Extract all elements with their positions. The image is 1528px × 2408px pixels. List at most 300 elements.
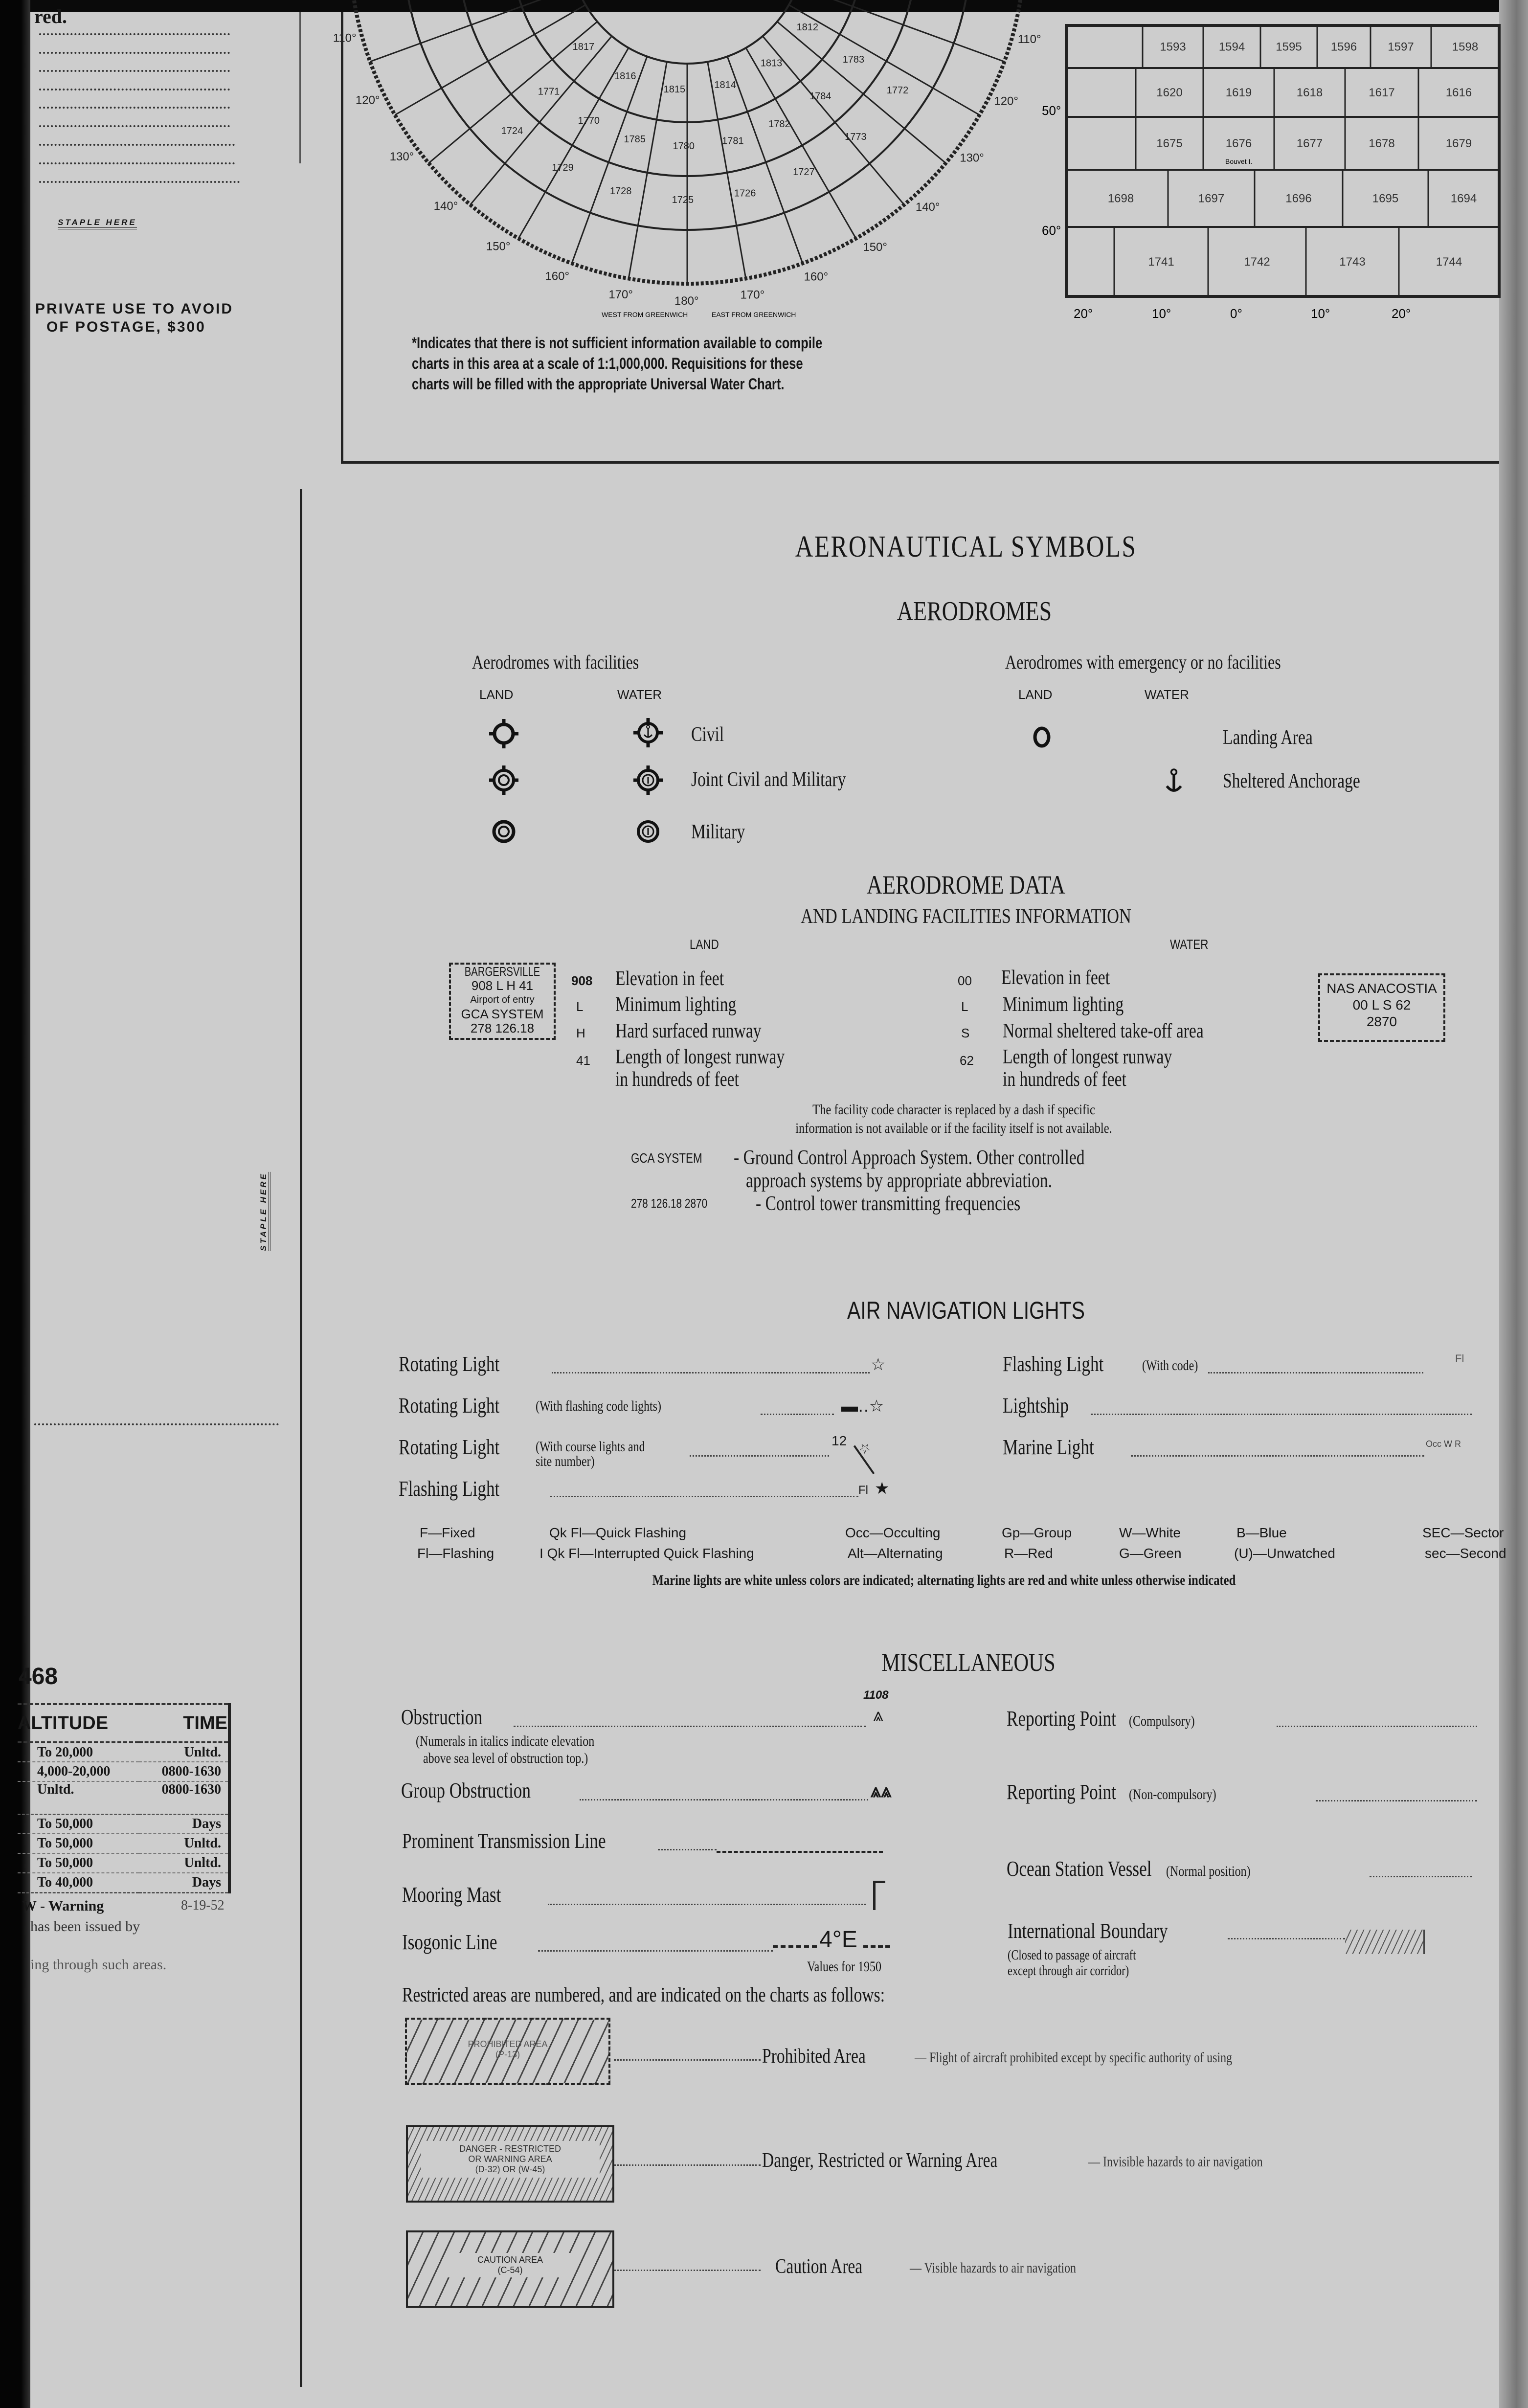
water-code: L (961, 999, 968, 1014)
cell-time: Unltd. (184, 1836, 221, 1851)
label: Prominent Transmission Line (402, 1829, 606, 1853)
map-degree-label: 140° (915, 200, 940, 214)
table-row (18, 1814, 229, 1834)
freq-desc (756, 1192, 1087, 1215)
light-flashing-code (1003, 1351, 1129, 1376)
civil-water-icon (633, 718, 663, 747)
cell-altitude: 4,000-20,000 (37, 1764, 111, 1779)
grid-cell-label: 1743 (1339, 255, 1366, 269)
grid-cell-label: 1596 (1330, 40, 1357, 54)
form-line (39, 89, 230, 90)
table-row (18, 1834, 229, 1853)
lon-label: 10° (1311, 306, 1330, 321)
box-inner (447, 2253, 573, 2277)
label: LAND (690, 937, 719, 952)
aerodrome-data-subheading: AND LANDING FACILITIES INFORMATION (801, 905, 1131, 928)
cell-time: 0800-1630 (161, 1782, 221, 1797)
col-land: LAND (1018, 687, 1053, 702)
lat-label: 50° (1042, 103, 1061, 118)
map-cell-label: 1728 (609, 186, 632, 197)
label: Hard surfaced runway (615, 1020, 762, 1042)
form-line (39, 52, 230, 54)
box-line: CAUTION AREA (477, 2255, 543, 2265)
mooring-label (402, 1882, 526, 1907)
isogonic-dash (773, 1945, 817, 1948)
label: Flashing Light (1003, 1352, 1104, 1376)
leader-dots (580, 1799, 868, 1800)
staple-here-vertical: STAPLE HERE (259, 1172, 270, 1251)
prohibited-area-desc (915, 2049, 1311, 2066)
map-meridian (746, 48, 856, 239)
leader-dots (1208, 1372, 1423, 1373)
map-cell-label: 1813 (760, 58, 783, 69)
leader-dots (550, 1496, 858, 1497)
land-code: L (576, 999, 584, 1014)
abbrev: (U)—Unwatched (1234, 1546, 1335, 1561)
map-panel-bottom (341, 461, 1499, 464)
grid-cell-label: 1697 (1198, 192, 1225, 205)
box-line: DANGER - RESTRICTED (459, 2144, 561, 2154)
box-line: OR WARNING AREA (468, 2154, 552, 2164)
label: - Control tower transmitting frequencies (756, 1193, 1021, 1215)
fold-line (34, 1423, 279, 1425)
box-line: BARGERSVILLE (464, 964, 540, 979)
group-obstruction-label (401, 1778, 563, 1803)
label: Reporting Point (1007, 1707, 1116, 1731)
grid-cell-label: 1696 (1285, 192, 1312, 205)
warning-label: W - Warning (22, 1898, 104, 1914)
chart-index-map (333, 12, 1499, 325)
map-meridian (518, 48, 629, 239)
scan-top-edge (0, 0, 1528, 12)
land-desc (615, 967, 751, 990)
leader-dots (761, 1414, 834, 1415)
land-code: H (576, 1026, 585, 1040)
leader-dots (548, 1904, 866, 1905)
grid-cell-label: 1677 (1296, 137, 1323, 150)
grid-cell-label: 1679 (1445, 137, 1472, 150)
aerodrome-data-heading: AERODROME DATA (866, 870, 1066, 900)
label: Aerodromes with emergency or no facilities (1005, 651, 1281, 673)
label: (Non-compulsory) (1128, 1786, 1216, 1802)
leader-dots (690, 1455, 829, 1457)
grid-cell-label: 1676 (1225, 137, 1252, 150)
east-greenwich-label: EAST FROM GREENWICH (712, 311, 796, 318)
label: (Closed to passage of aircraft (1008, 1948, 1136, 1963)
label: Elevation in feet (615, 968, 724, 990)
map-cell-label: 1782 (768, 118, 790, 130)
grid-cell-label: 1741 (1148, 255, 1174, 269)
label: Mooring Mast (402, 1883, 501, 1907)
map-cell-label: 1729 (552, 162, 574, 174)
reporting-noncompulsory-label (1007, 1779, 1238, 1804)
danger-area-label (762, 2149, 1056, 2172)
abbrev: SEC—Sector (1422, 1525, 1504, 1540)
obstruction-icon: ⩓ (873, 1705, 884, 1726)
label: Minimum lighting (615, 993, 737, 1016)
grid-cell-label: 1695 (1372, 192, 1399, 205)
label: Length of longest runway (615, 1046, 785, 1068)
label: Flashing Light (399, 1477, 500, 1501)
anchorage-label (1223, 769, 1394, 793)
water-desc (1003, 1019, 1254, 1043)
col-water (1170, 937, 1218, 952)
label: (Numerals in italics indicate elevation (416, 1733, 595, 1749)
map-cell-label: 1785 (624, 134, 646, 145)
abbrev: G—Green (1119, 1546, 1182, 1561)
leader-dots (1316, 1800, 1477, 1801)
form-line (39, 107, 230, 109)
leader-dots (1228, 1938, 1345, 1939)
grid-cell-label: 1597 (1388, 40, 1414, 54)
cell-time: Unltd. (184, 1855, 221, 1870)
label: Lightship (1003, 1394, 1069, 1418)
issued-text: has been issued by (30, 1918, 140, 1935)
form-line (39, 144, 235, 146)
label: Rotating Light (399, 1394, 500, 1418)
gca-desc (734, 1146, 1172, 1170)
label: International Boundary (1008, 1919, 1168, 1943)
map-cell-label: 1726 (734, 188, 756, 199)
label: approach systems by appropriate abbreviation. (746, 1170, 1053, 1192)
grid-cell-label: 1619 (1225, 86, 1252, 99)
map-cell-label: 1781 (722, 135, 744, 147)
grid-cell-label: 1617 (1369, 86, 1395, 99)
lon-label: 10° (1152, 306, 1171, 321)
isogonic-label (402, 1930, 521, 1955)
abbrev: R—Red (1004, 1546, 1053, 1561)
grid-cell-label: 1618 (1296, 86, 1323, 99)
leader-dots (658, 1849, 717, 1850)
box-line: 908 L H 41 (471, 978, 534, 993)
grid-cell-label: 1698 (1107, 192, 1134, 205)
cell-time: Days (192, 1874, 221, 1890)
fragment-text: red. (34, 5, 67, 27)
water-desc (1003, 993, 1154, 1016)
abbrev: Fl—Flashing (417, 1546, 494, 1561)
label: Danger, Restricted or Warning Area (762, 2149, 998, 2172)
abbrev: Occ—Occulting (845, 1525, 941, 1540)
lights-heading: AIR NAVIGATION LIGHTS (847, 1297, 1085, 1324)
cell-altitude: To 50,000 (37, 1855, 93, 1870)
cell-altitude: Unltd. (37, 1782, 74, 1797)
col-land (690, 937, 726, 952)
map-cell-label: 1724 (501, 125, 523, 136)
label: Civil (691, 723, 724, 746)
joint-land-icon (489, 765, 518, 795)
label: Joint Civil and Military (691, 768, 846, 791)
grid-cell-label: 1744 (1436, 255, 1462, 269)
label: Group Obstruction (401, 1778, 531, 1802)
emergency-label (1005, 651, 1350, 674)
danger-area-desc (1088, 2154, 1306, 2170)
page-title: AERONAUTICAL SYMBOLS (795, 530, 1137, 563)
map-cell-label: 1812 (796, 22, 818, 33)
scan-left-edge (0, 0, 30, 2408)
code-light-star-icon: ▬‥☆ (841, 1397, 884, 1416)
label: Length of longest runway (1003, 1046, 1172, 1068)
map-meridian (428, 22, 597, 163)
label: in hundreds of feet (1003, 1068, 1126, 1091)
flashing-code: Fl (1455, 1352, 1464, 1365)
lat-label: 60° (1042, 223, 1061, 238)
prohibited-area-label (762, 2045, 892, 2068)
star-icon: ★ (875, 1480, 890, 1498)
box-line: (D-32) OR (W-45) (475, 2164, 545, 2174)
with-facilities-label (472, 651, 681, 674)
box-line: Airport of entry (470, 994, 535, 1005)
footnote-line: charts in this area at a scale of 1:1,000,000. Requisitions for these (412, 355, 803, 372)
military-land-icon (494, 822, 514, 841)
star-icon: ☆ (871, 1356, 886, 1374)
land-code: 908 (571, 973, 593, 988)
table-header (18, 1704, 229, 1742)
cell-altitude: To 50,000 (37, 1816, 93, 1832)
map-degree-label: 150° (486, 240, 511, 253)
label: Obstruction (401, 1705, 483, 1729)
obstruction-label (401, 1705, 503, 1730)
map-cell-label: 1817 (572, 42, 595, 53)
label: Military (691, 821, 745, 843)
map-degree-label: 160° (804, 270, 829, 284)
map-cell-label: 1784 (809, 91, 831, 102)
gca-code (631, 1150, 720, 1166)
light-marine (1003, 1435, 1117, 1460)
box-line: (C-54) (497, 2265, 523, 2275)
box-line: 278 126.18 (470, 1021, 535, 1035)
grid-cell-label: 1675 (1156, 137, 1183, 150)
label: (Normal position) (1166, 1863, 1251, 1879)
abbrev: F—Fixed (420, 1525, 475, 1540)
col-land: LAND (479, 687, 514, 702)
facility-note: The facility code character is replaced by a dash if specific (812, 1102, 1095, 1118)
aerodromes-heading: AERODROMES (897, 596, 1052, 627)
leader-dots (1370, 1876, 1472, 1877)
land-code: 41 (576, 1053, 590, 1068)
grid-cell-label: 1742 (1244, 255, 1270, 269)
label: (With course lights and (536, 1439, 645, 1455)
abbrev-row (417, 1546, 1506, 1565)
prohibited-area-box (405, 2018, 610, 2085)
label: - Ground Control Approach System. Other controlled (734, 1147, 1085, 1169)
restricted-note (402, 1983, 1006, 2007)
light-lightship (1003, 1393, 1085, 1418)
light-rotating-course (399, 1435, 525, 1460)
label: Aerodromes with facilities (472, 651, 639, 673)
table-row (18, 1742, 229, 1762)
land-desc (615, 1046, 827, 1091)
marine-code: Occ W R (1426, 1439, 1461, 1449)
lon-label: 20° (1392, 306, 1411, 321)
flashing-code: Fl (858, 1484, 868, 1497)
map-cell-label: 1727 (793, 166, 815, 178)
joint-label (691, 768, 885, 791)
label: Landing Area (1223, 726, 1313, 749)
label: in hundreds of feet (615, 1068, 739, 1091)
map-degree-label: 170° (740, 288, 765, 302)
cell-time: Days (192, 1816, 221, 1832)
label: Isogonic Line (402, 1930, 497, 1954)
map-cell-label: 1816 (614, 70, 636, 82)
land-desc (615, 993, 766, 1016)
map-degree-label: 110° (333, 31, 357, 45)
label: Rotating Light (399, 1352, 500, 1376)
box-inner (421, 2141, 600, 2178)
map-cell-label: 1771 (538, 86, 560, 97)
label: Caution Area (775, 2255, 863, 2278)
civil-label (691, 723, 732, 746)
col-water: WATER (1145, 687, 1189, 702)
map-degree-label: 120° (994, 94, 1018, 108)
leader-dots (614, 2270, 761, 2271)
label: WATER (1170, 937, 1209, 952)
col-water: WATER (617, 687, 662, 702)
light-rotating (399, 1351, 525, 1376)
map-degree-label: 160° (545, 270, 570, 283)
map-cell-label: 1814 (714, 79, 736, 90)
military-water-icon (638, 822, 658, 841)
header-altitude: ALTITUDE (18, 1712, 109, 1733)
mooring-mast-icon (873, 1881, 885, 1910)
site-number: 12 (831, 1433, 847, 1448)
scan-right-edge (1499, 0, 1528, 2408)
abbrev: I Qk Fl—Interrupted Quick Flashing (539, 1546, 754, 1561)
label: (Compulsory) (1128, 1713, 1195, 1729)
isogonic-note (807, 1958, 900, 1975)
leader-dots (538, 1950, 773, 1952)
table-row (18, 1781, 229, 1814)
map-cell-label: 1772 (886, 85, 909, 96)
header-time: TIME (183, 1712, 227, 1733)
boundary-label (1008, 1918, 1208, 1943)
label: above sea level of obstruction top.) (423, 1750, 588, 1766)
landing-area-label (1223, 726, 1335, 749)
map-cell-label: 1725 (672, 194, 694, 205)
water-desc (1003, 1046, 1214, 1091)
leader-dots (514, 1726, 866, 1727)
water-aerodrome-sample-box (1318, 973, 1445, 1042)
map-degree-label: 110° (1017, 33, 1041, 46)
obstruction-note (416, 1733, 639, 1767)
lon-label: 20° (1074, 306, 1093, 321)
penalty-text: PRIVATE USE TO AVOID (35, 301, 234, 317)
footnote-line: charts will be filled with the appropriate Universal Water Chart. (412, 375, 785, 393)
box-line: (P-13) (495, 2049, 520, 2059)
boundary-note (1008, 1948, 1168, 1979)
leader-dots (1131, 1455, 1424, 1457)
footnote-line: *Indicates that there is not sufficient information available to compile (412, 334, 823, 352)
label: Marine Light (1003, 1435, 1094, 1459)
staple-here-label: STAPLE HERE (58, 218, 137, 229)
through-text: ing through such areas. (30, 1957, 167, 1973)
grid-cell-label: 1595 (1276, 40, 1302, 54)
freq-codes (631, 1196, 726, 1211)
transmission-label (402, 1828, 657, 1853)
cell-altitude: To 50,000 (37, 1836, 93, 1851)
cell-altitude: To 20,000 (37, 1744, 93, 1760)
map-degree-label: 140° (433, 200, 458, 213)
label: Values for 1950 (807, 1958, 881, 1975)
grid-cell-label: 1694 (1450, 192, 1477, 205)
label: Normal sheltered take-off area (1003, 1020, 1204, 1042)
landing-area-icon (1035, 728, 1049, 746)
label: — Invisible hazards to air navigation (1088, 2154, 1263, 2170)
label: 278 126.18 2870 (631, 1196, 708, 1211)
chart-number: 468 (19, 1664, 58, 1689)
box-line: 2870 (1366, 1014, 1397, 1029)
grid-cell-label: 1593 (1160, 40, 1186, 54)
abbrev: Gp—Group (1002, 1525, 1072, 1540)
map-meridian (395, 5, 585, 115)
left-panel-divider (299, 12, 301, 163)
map-degree-label: 130° (389, 150, 414, 164)
grid-cell-label: 1616 (1445, 86, 1472, 99)
map-cell-label: 1815 (663, 84, 686, 95)
map-cell-label: 1773 (845, 132, 867, 143)
table-row (18, 1873, 229, 1892)
map-degree-label: 130° (960, 151, 984, 165)
grid-place-label: Bouvet I. (1225, 158, 1253, 165)
form-line (39, 33, 230, 35)
label: (With code) (1142, 1357, 1198, 1373)
leader-dots (614, 2164, 761, 2166)
warning-date: 8-19-52 (181, 1898, 225, 1913)
form-line (39, 162, 235, 164)
label: Prohibited Area (762, 2045, 866, 2068)
boundary-corridor-icon (1345, 1930, 1425, 1954)
table-row (18, 1853, 229, 1873)
danger-area-box (406, 2125, 614, 2203)
water-code: S (961, 1026, 970, 1040)
box-line: NAS ANACOSTIA (1326, 981, 1437, 996)
transmission-line-icon (717, 1843, 883, 1853)
light-rotating-code (399, 1393, 525, 1418)
grid-border (1066, 25, 1499, 296)
gca-desc (746, 1169, 1129, 1193)
grid-cell-label: 1598 (1452, 40, 1479, 54)
facility-note: information is not available or if the facility itself is not available. (795, 1120, 1112, 1136)
abbrev-row (420, 1525, 1504, 1545)
caution-area-box (406, 2230, 614, 2308)
osv-label (1007, 1856, 1271, 1881)
group-obstruction-icon: ⩓⩓ (871, 1781, 892, 1801)
form-line (39, 70, 230, 72)
label: Minimum lighting (1003, 993, 1124, 1016)
map-degree-label: 180° (674, 294, 699, 308)
label: GCA SYSTEM (631, 1150, 702, 1166)
civil-land-icon (489, 719, 518, 748)
misc-heading: MISCELLANEOUS (881, 1649, 1056, 1677)
altitude-time-table (18, 1703, 231, 1893)
cell-time: Unltd. (184, 1744, 221, 1760)
label: Sheltered Anchorage (1223, 770, 1360, 792)
label: — Flight of aircraft prohibited except by specific authority of using (915, 2049, 1233, 2066)
label: except through air corridor) (1008, 1963, 1129, 1979)
grid-cell-label: 1594 (1218, 40, 1245, 54)
lon-label: 0° (1230, 306, 1242, 321)
label: — Visible hazards to air navigation (910, 2260, 1077, 2276)
light-sub (1142, 1357, 1212, 1374)
label: site number) (536, 1453, 595, 1469)
water-code: 00 (958, 973, 972, 988)
label: Restricted areas are numbered, and are indicated on the charts as follows: (402, 1984, 885, 2006)
isogonic-dash (863, 1945, 890, 1948)
leader-dots (552, 1372, 870, 1373)
leader-dots (1091, 1414, 1472, 1415)
caution-area-desc (910, 2260, 1118, 2276)
label: (With flashing code lights) (536, 1398, 661, 1414)
leader-dots (1277, 1726, 1477, 1727)
